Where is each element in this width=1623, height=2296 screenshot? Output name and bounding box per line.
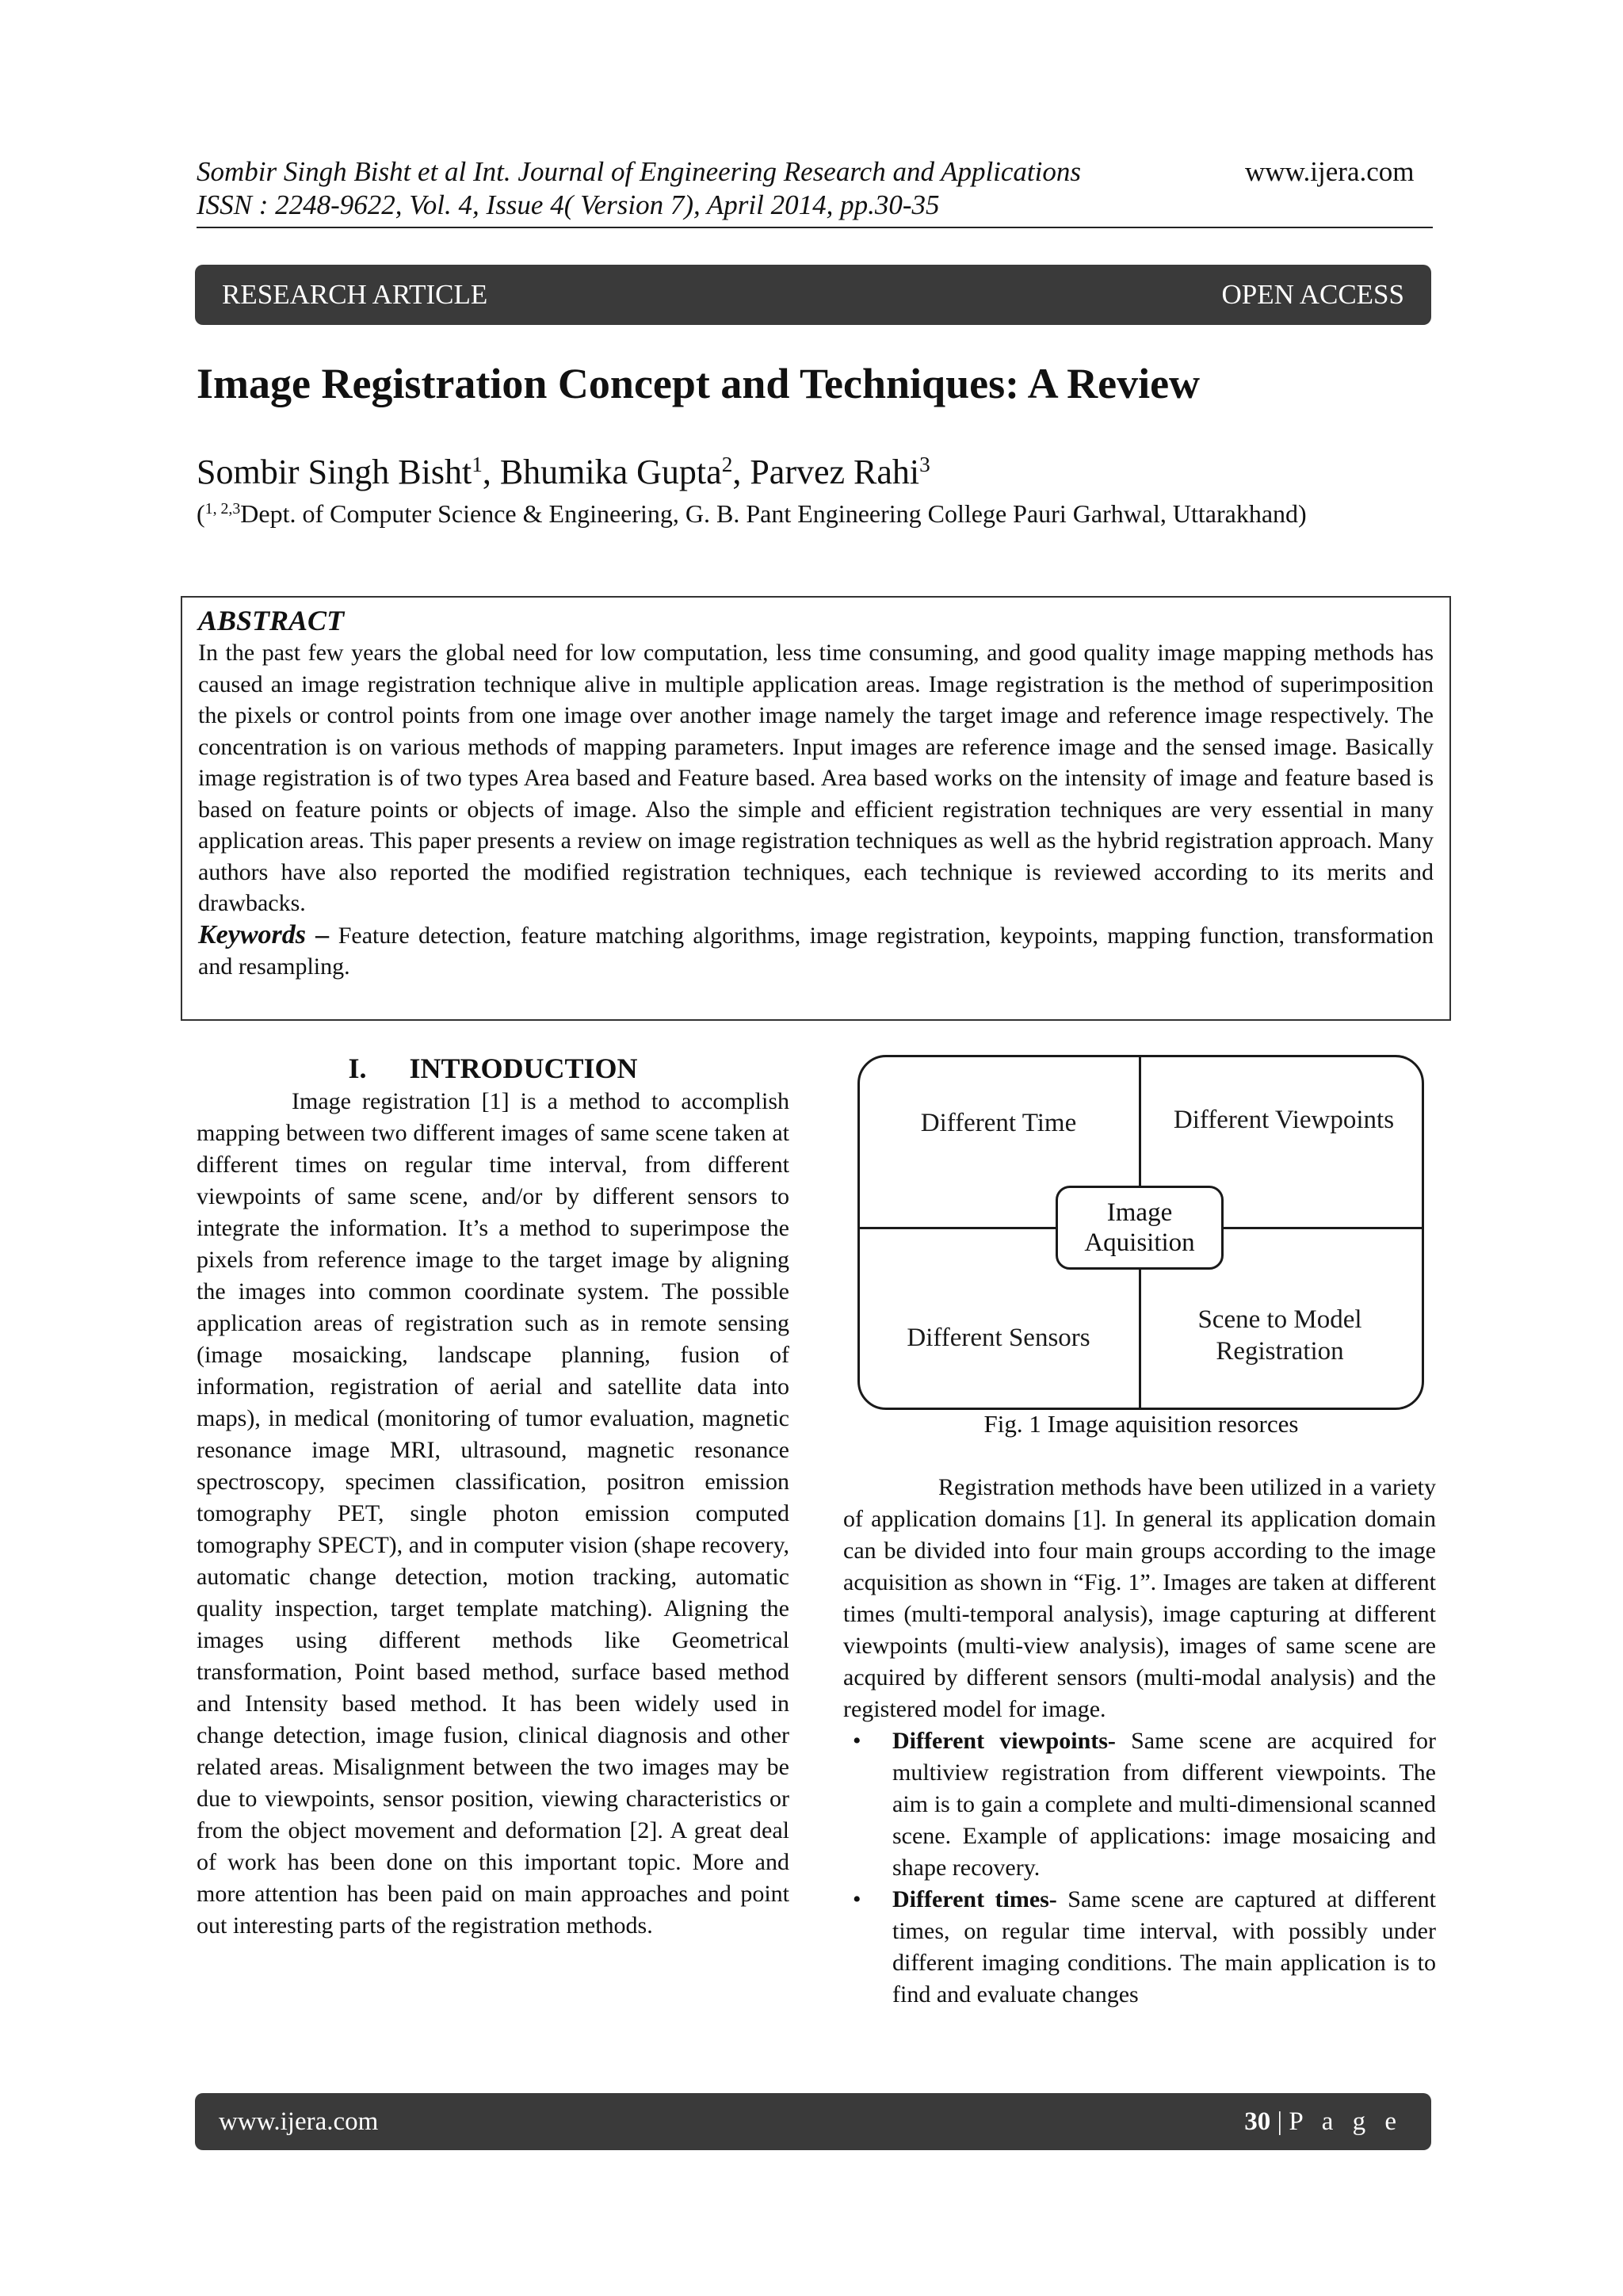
article-type-label: RESEARCH ARTICLE [222,279,488,310]
journal-citation-line: Sombir Singh Bisht et al Int. Journal of Engineering Research and Applications [197,156,1082,187]
center-node-line2: Aquisition [1084,1228,1195,1257]
bullet-text: Same scene are captured at different times, on regular time interval, with possibly under different imaging conditions. The main application is to find and evaluate changes [892,1886,1437,2008]
author-name: Sombir Singh Bisht [197,453,472,491]
affiliation-open-paren: ( [197,499,205,528]
footer-website[interactable]: www.ijera.com [219,2107,379,2136]
author-affiliation [197,498,1307,529]
page-word: P a g e [1289,2107,1403,2136]
author-list [197,452,930,493]
author-separator: , [482,453,500,491]
bullet-different-viewpoints [843,1725,1436,1884]
author-name: Parvez Rahi [750,453,920,491]
page-number: 30 [1244,2107,1271,2136]
keywords-label: Keywords – [198,919,330,949]
paper-title: Image Registration Concept and Techniques: A Review [197,360,1201,407]
header-website[interactable]: www.ijera.com [1245,156,1415,187]
figure-1-caption: Fig. 1 Image aquisition resorces [983,1410,1299,1438]
quadrant-scene-to-model-line2: Registration [1216,1337,1344,1366]
keywords-text: Feature detection, feature matching algorithms, image registration, keypoints, mapping function, transformation and resampling. [198,922,1434,980]
affiliation-text: Dept. of Computer Science & Engineering, G. B. Pant Engineering College Pauri Garhwal, Uttarakhand) [240,499,1307,528]
quadrant-scene-to-model [1149,1304,1411,1367]
section-heading-introduction: I. INTRODUCTION [348,1052,638,1084]
bullet-different-times [843,1884,1436,2011]
left-column [197,1051,789,1942]
open-access-label: OPEN ACCESS [1221,279,1404,310]
bullet-label: Different times- [892,1886,1057,1912]
author-name: Bhumika Gupta [499,453,722,491]
introduction-paragraph: Image registration [1] is a method to accomplish mapping between two different images of same scene taken at different times on regular time interval, from different viewpoints of same scene, and/or by different sensors to integrate the information. It’s a method to superimpose the pixels from reference image to the target image by aligning the images into common coordinate system. The possible application areas of registration such as in remote sensing (image mosaicking, landscape planning, fusion of information, registration of aerial and satellite data into maps), in medical (monitoring of tumor evaluation, magnetic resonance image MRI, ultrasound, magnetic resonance spectroscopy, specimen classification, positron emission tomography PET, single photon emission computed tomography SPECT), and in computer vision (shape recovery, automatic change detection, motion tracking, automatic quality inspection, target template matching). Aligning the images using different methods like Geometrical transformation, Point based method, surface based method and Intensity based method. It has been widely used in change detection, image fusion, clinical diagnosis and other related areas. Misalignment between the two images may be due to viewpoints, sensor position, viewing characteristics or from the object movement and deformation [2]. A great deal of work has been done on this important topic. More and more attention has been paid on main approaches and point out interesting parts of the registration methods. [197,1088,789,1939]
page-footer [195,2093,1431,2150]
bullet-text: Same scene are acquired for multiview registration from different viewpoints. The aim is to gain a complete and multi-dimensional scanned scene. Example of applications: image mosaicing and shape recovery. [892,1728,1436,1881]
abstract-box [181,596,1451,1021]
bullet-label: Different viewpoints- [892,1728,1116,1754]
quadrant-different-viewpoints: Different Viewpoints [1173,1106,1395,1134]
quadrant-different-time: Different Time [920,1109,1077,1137]
author-affiliation-mark: 1 [472,453,483,476]
figure-center-node [1056,1186,1224,1270]
bullet-dot: • [853,1728,861,1754]
author-affiliation-mark: 2 [721,453,733,476]
author-separator: , [732,453,750,491]
page-separator: | [1270,2107,1289,2136]
center-node-line1: Image [1106,1198,1173,1227]
author-affiliation-mark: 3 [919,453,930,476]
affiliation-marks: 1, 2,3 [204,500,241,518]
footer-page-indicator [1244,2107,1403,2137]
quadrant-different-sensors: Different Sensors [907,1324,1090,1352]
quadrant-scene-to-model-line1: Scene to Model [1197,1305,1362,1334]
issn-line: ISSN : 2248-9622, Vol. 4, Issue 4( Version 7), April 2014, pp.30-35 [197,189,940,220]
abstract-text: In the past few years the global need for low computation, less time consuming, and good quality image mapping methods has caused an image registration technique alive in multiple application areas. Image registration is the method of superimposition the pixels or control points from one image over another image namely the target image and reference image respectively. The concentration is on various methods of mapping parameters. Input images are reference image and the sensed image. Basically image registration is of two types Area based and Feature based. Area based works on the intensity of image and feature based is based on feature points or objects of image. Also the simple and efficient registration techniques are very essential in many application areas. This paper presents a review on image registration techniques as well as the hybrid registration approach. Many authors have also reported the modified registration techniques, each technique is reviewed according to its merits and drawbacks. [198,640,1434,916]
article-banner [195,265,1431,325]
keywords-line [198,919,1434,983]
header-rule [197,227,1433,228]
right-column [843,1472,1436,2011]
application-domains-paragraph: Registration methods have been utilized in a variety of application domains [1]. In general its application domain can be divided into four main groups according to the image acquisition as shown in “Fig. 1”. Images are taken at different times (multi-temporal analysis), image capturing at different viewpoints (multi-view analysis), images of same scene are acquired by different sensors (multi-modal analysis) and the registered model for image. [843,1474,1436,1722]
bullet-dot: • [853,1886,861,1912]
abstract-heading: ABSTRACT [198,605,345,636]
